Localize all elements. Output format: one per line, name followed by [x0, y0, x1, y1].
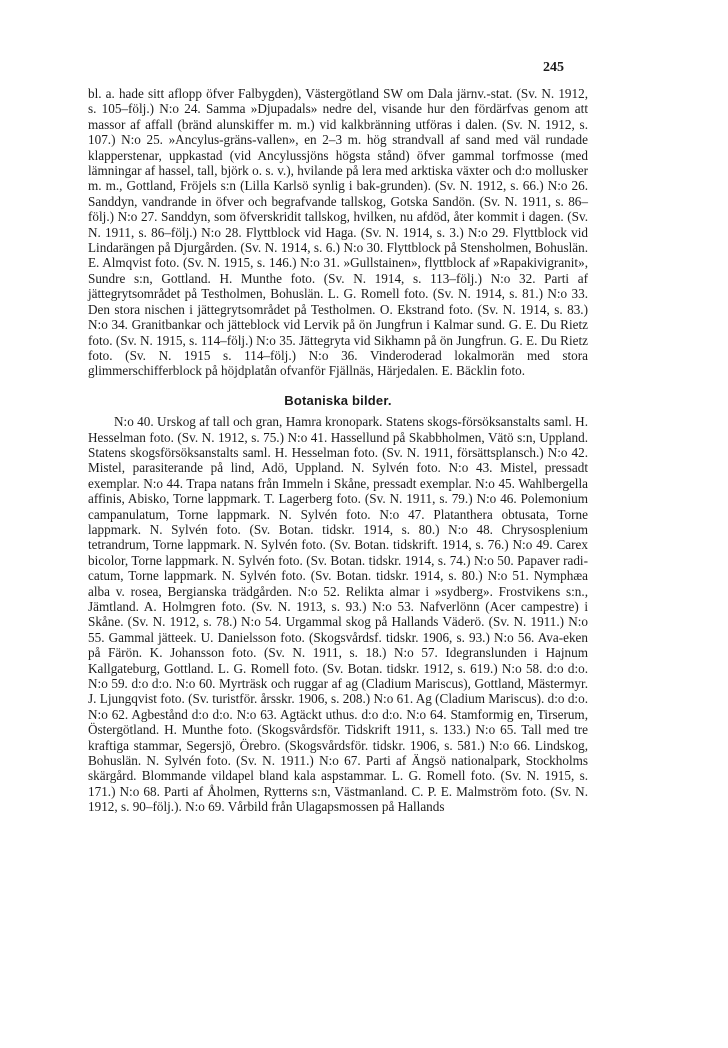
page-number: 245: [543, 60, 564, 75]
section-heading: Botaniska bilder.: [284, 392, 392, 408]
paragraph-geologic-images: bl. a. hade sitt aflopp öfver Falbygden), Västergötland SW om Dala järnv.-stat. (Sv. N. 1912, s. 105–följ.) N:o 24. Samma »Djupadals» nedre del, visande hur den fördärfvas genom att massor af affall (bränd alunskiffer m. m.) vid kalkbränning utföras i dalen. (Sv. N. 1912, s. 107.) N:o 25. »Ancylus-gräns-vallen», en 2–3 m. hög strandvall af sand med väl rundade klapperstenar, uppkastad (vid Ancylussjöns högsta stånd) öfver gammal torfmosse (med lämningar af hassel, tall, björk o. s. v.), hvilande på lera med arktiska växter och d:o mollusker m. m., Gottland, Fröjels s:n (Lilla Karlsö synlig i bak-grunden). (Sv. N. 1912, s. 66.) N:o 26. Sanddyn, vandrande in öfver och begrafvande tallskog, Gotska Sandön. (Sv. N. 1911, s. 86–följ.) N:o 27. Sanddyn, som öfverskridit tallskog, hvilken, nu afdöd, åter kommit i dagen. (Sv. N. 1911, s. 86–följ.) N:o 28. Flyttblock vid Haga. (Sv. N. 1914, s. 3.) N:o 29. Flyttblock vid Lindarängen på Djurgården. (Sv. N. 1914, s. 6.) N:o 30. Flyttblock på Stensholmen, Bohuslän. E. Almqvist foto. (Sv. N. 1915, s. 146.) N:o 31. »Gullstainen», flyttblock af »Rapakivigranit», Sundre s:n, Gottland. H. Munthe foto. (Sv. N. 1914, s. 113–följ.) N:o 32. Parti af jättegrytsområdet på Testholmen, Bohuslän. L. G. Romell foto. (Sv. N. 1914, s. 81.) N:o 33. Den stora nischen i jättegrytsområdet på Testholmen. O. Ekstrand foto. (Sv. N. 1914, s. 83.) N:o 34. Granitbankar och jätteblock vid Lervik på ön Jungfrun i Kalmar sund. G. E. Du Rietz foto. (Sv. N. 1915, s. 114–följ.) N:o 35. Jättegryta vid Sikhamn på ön Jungfrun. G. E. Du Rietz foto. (Sv. N. 1915 s. 114–följ.) N:o 36. Vinderoderad lokalmorän med stora glimmerschifferblock på höjdplatån ofvanför Fjällnäs, Härjedalen. E. Bäcklin foto.: [88, 86, 588, 379]
text-column: [88, 86, 588, 815]
paragraph-botanical-images: N:o 40. Urskog af tall och gran, Hamra kronopark. Statens skogs-försöksanstalts saml. H. Hesselman foto. (Sv. N. 1912, s. 75.) N:o 41. Hassellund på Skabbholmen, Vätö s:n, Uppland. Statens skogsförsöksanstalts saml. H. Hesselman foto. (Sv. N. 1911, försättsplansch.) N:o 42. Mistel, parasiterande på lind, Adö, Uppland. N. Sylvén foto. N:o 43. Mistel, pressadt exemplar. N:o 44. Trapa natans från Immeln i Skåne, pressadt exemplar. N:o 45. Wahlbergella affinis, Abisko, Torne lappmark. T. Lagerberg foto. (Sv. N. 1911, s. 79.) N:o 46. Polemonium campanulatum, Torne lappmark. N. Sylvén foto. N:o 47. Platanthera obtusata, Torne lappmark. N. Sylvén foto. (Sv. Botan. tidskr. 1914, s. 80.) N:o 48. Chrysosplenium tetrandrum, Torne lappmark. N. Sylvén foto. (Sv. Botan. tidskrift. 1914, s. 76.) N:o 49. Carex bicolor, Torne lappmark. N. Sylvén foto. (Sv. Botan. tidskr. 1914, s. 74.) N:o 50. Papaver radi-catum, Torne lappmark. N. Sylvén foto. (Sv. Botan. tidskr. 1914, s. 80.) N:o 51. Nymphæa alba v. rosea, Bergianska trädgården. N:o 52. Relikta almar i »sydberg». Frostvikens s:n., Jämtland. A. Holmgren foto. (Sv. N. 1913, s. 93.) N:o 53. Nafverlönn (Acer campestre) i Skåne. (Sv. N. 1912, s. 78.) N:o 54. Urgammal skog på Hallands Väderö. (Sv. N. 1911.) N:o 55. Gammal jätteek. U. Danielsson foto. (Skogsvårdsf. tidskr. 1906, s. 93.) N:o 56. Ava-eken på Färön. K. Johansson foto. (Sv. N. 1911, s. 18.) N:o 57. Idegranslunden i Hajnum Kallgateburg, Gottland. L. G. Romell foto. (Sv. Botan. tidskr. 1912, s. 619.) N:o 58. d:o d:o. N:o 59. d:o d:o. N:o 60. Myrträsk och ruggar af ag (Cladium Mariscus), Gottland, Mästermyr. J. Ljungqvist foto. (Sv. turistför. årsskr. 1906, s. 208.) N:o 61. Ag (Cladium Mariscus). d:o d:o. N:o 62. Agbestånd d:o d:o. N:o 63. Agtäckt uthus. d:o d:o. N:o 64. Stamformig en, Tirserum, Östergötland. H. Munthe foto. (Skogsvårdsför. Tidskrift 1911, s. 133.) N:o 65. Tall med tre kraftiga stammar, Segersjö, Örebro. (Skogsvårdsför. tidskr. 1906, s. 581.) N:o 66. Lindskog, Bohuslän. N. Sylvén foto. (Sv. N. 1911.) N:o 67. Parti af Ängsö nationalpark, Stockholms skärgård. Blommande vildapel bland kala aspstammar. L. G. Romell foto. (Sv. N. 1915, s. 171.) N:o 68. Parti af Åholmen, Rytterns s:n, Västmanland. C. P. E. Malmström foto. (Sv. N. 1912, s. 90–följ.). N:o 69. Vårbild från Ulagapsmossen på Hallands: [88, 414, 588, 815]
